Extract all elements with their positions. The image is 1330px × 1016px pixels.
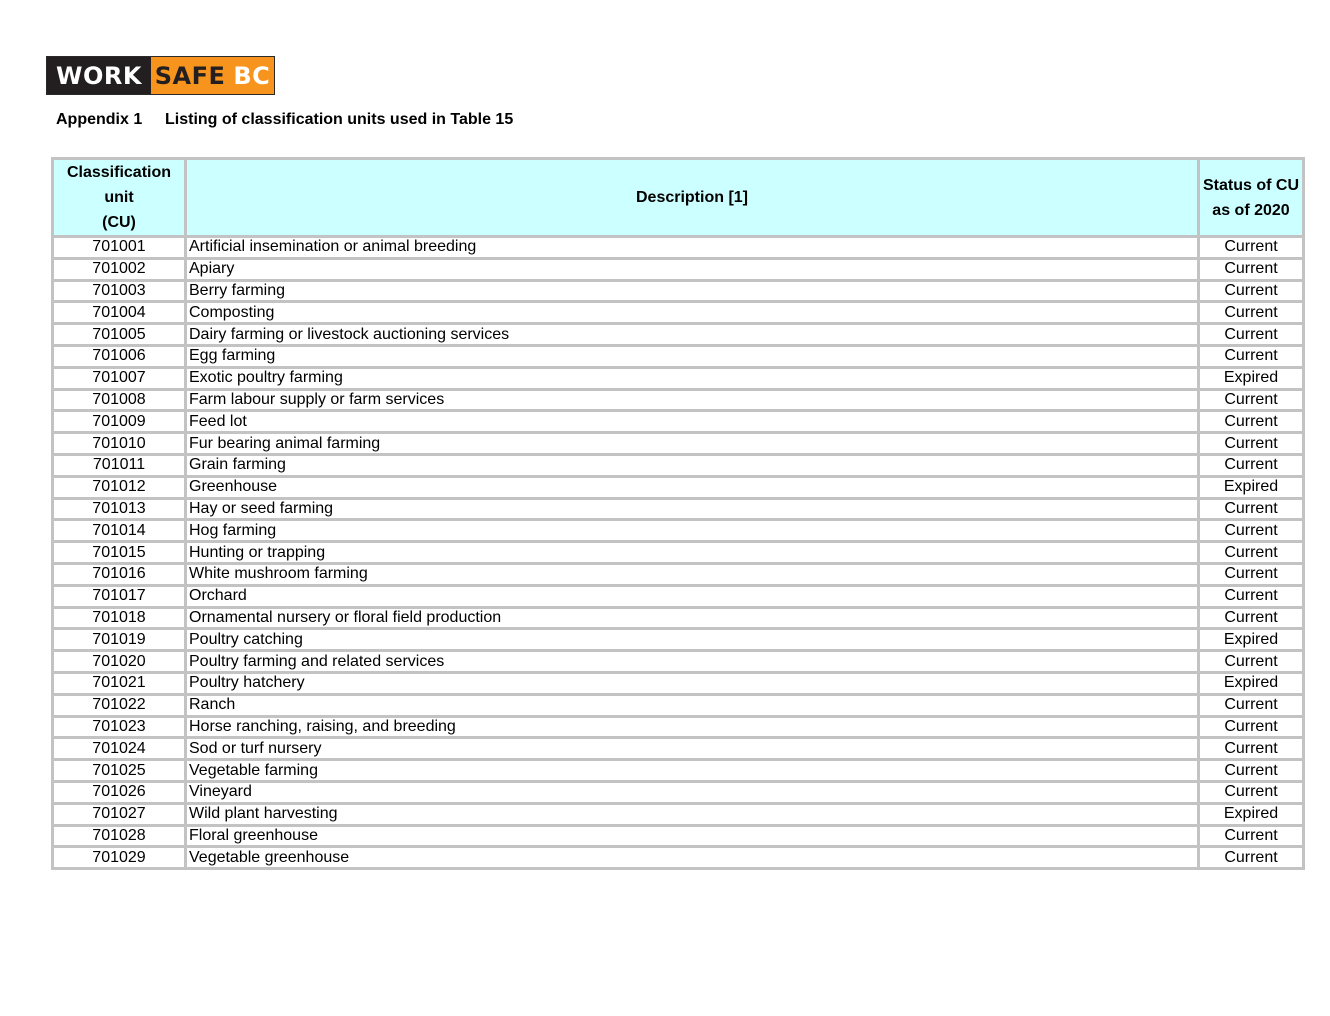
cu-code-cell: 701009	[53, 411, 186, 433]
status-cell: Current	[1199, 520, 1304, 542]
status-cell: Current	[1199, 585, 1304, 607]
table-row	[53, 324, 1304, 346]
description-cell: Exotic poultry farming	[186, 367, 1199, 389]
table-row	[53, 651, 1304, 673]
table-row	[53, 542, 1304, 564]
table-row	[53, 716, 1304, 738]
status-cell: Current	[1199, 389, 1304, 411]
description-cell: Vineyard	[186, 781, 1199, 803]
table-row	[53, 476, 1304, 498]
table-row	[53, 672, 1304, 694]
cu-code-cell: 701017	[53, 585, 186, 607]
cu-code-cell: 701029	[53, 847, 186, 869]
status-cell: Current	[1199, 498, 1304, 520]
table-row	[53, 280, 1304, 302]
table-row	[53, 694, 1304, 716]
cu-code-cell: 701018	[53, 607, 186, 629]
description-cell: Ranch	[186, 694, 1199, 716]
status-cell: Current	[1199, 694, 1304, 716]
header-status-line: Status of CU	[1203, 176, 1299, 194]
description-cell: Hay or seed farming	[186, 498, 1199, 520]
table-body	[53, 237, 1304, 869]
logo-safe-block	[151, 57, 274, 94]
cu-code-cell: 701021	[53, 672, 186, 694]
status-cell: Current	[1199, 280, 1304, 302]
status-cell: Current	[1199, 258, 1304, 280]
appendix-label: Appendix 1	[56, 111, 143, 128]
cu-code-cell: 701020	[53, 651, 186, 673]
status-cell: Expired	[1199, 476, 1304, 498]
status-cell: Current	[1199, 825, 1304, 847]
description-cell: Apiary	[186, 258, 1199, 280]
table-row	[53, 629, 1304, 651]
description-cell: Poultry hatchery	[186, 672, 1199, 694]
status-cell: Expired	[1199, 367, 1304, 389]
table-header-row	[53, 159, 1304, 237]
status-cell: Current	[1199, 651, 1304, 673]
cu-code-cell: 701004	[53, 302, 186, 324]
header-status-line: as of 2020	[1212, 201, 1290, 219]
cu-code-cell: 701005	[53, 324, 186, 346]
cu-code-cell: 701001	[53, 237, 186, 259]
cu-code-cell: 701012	[53, 476, 186, 498]
cu-code-cell: 701011	[53, 454, 186, 476]
status-cell: Current	[1199, 847, 1304, 869]
description-cell: Wild plant harvesting	[186, 803, 1199, 825]
description-cell: Poultry catching	[186, 629, 1199, 651]
status-cell: Current	[1199, 563, 1304, 585]
logo-bc-text: BC	[233, 61, 271, 90]
description-cell: Berry farming	[186, 280, 1199, 302]
classification-units-table	[51, 157, 1305, 870]
status-cell: Current	[1199, 433, 1304, 455]
description-cell: Orchard	[186, 585, 1199, 607]
table-row	[53, 563, 1304, 585]
description-cell: Egg farming	[186, 345, 1199, 367]
table-row	[53, 302, 1304, 324]
status-cell: Current	[1199, 760, 1304, 782]
cu-code-cell: 701014	[53, 520, 186, 542]
description-cell: Hog farming	[186, 520, 1199, 542]
cu-code-cell: 701027	[53, 803, 186, 825]
status-cell: Current	[1199, 345, 1304, 367]
header-classification-unit	[53, 159, 186, 237]
description-cell: Fur bearing animal farming	[186, 433, 1199, 455]
table-row	[53, 345, 1304, 367]
table-row	[53, 433, 1304, 455]
status-cell: Expired	[1199, 672, 1304, 694]
cu-code-cell: 701002	[53, 258, 186, 280]
table-row	[53, 454, 1304, 476]
header-description: Description [1]	[186, 159, 1199, 237]
cu-code-cell: 701022	[53, 694, 186, 716]
header-cu-line: (CU)	[102, 214, 136, 231]
table-row	[53, 498, 1304, 520]
cu-code-cell: 701007	[53, 367, 186, 389]
description-cell: White mushroom farming	[186, 563, 1199, 585]
description-cell: Farm labour supply or farm services	[186, 389, 1199, 411]
description-cell: Vegetable farming	[186, 760, 1199, 782]
table-row	[53, 367, 1304, 389]
status-cell: Current	[1199, 237, 1304, 259]
cu-code-cell: 701025	[53, 760, 186, 782]
description-cell: Artificial insemination or animal breeding	[186, 237, 1199, 259]
status-cell: Current	[1199, 454, 1304, 476]
cu-code-cell: 701013	[53, 498, 186, 520]
table-row	[53, 411, 1304, 433]
appendix-title: Listing of classification units used in Table 15	[165, 111, 514, 128]
description-cell: Dairy farming or livestock auctioning services	[186, 324, 1199, 346]
table-row	[53, 803, 1304, 825]
status-cell: Current	[1199, 411, 1304, 433]
status-cell: Current	[1199, 716, 1304, 738]
table-row	[53, 781, 1304, 803]
description-cell: Floral greenhouse	[186, 825, 1199, 847]
table-row	[53, 585, 1304, 607]
cu-code-cell: 701010	[53, 433, 186, 455]
cu-code-cell: 701023	[53, 716, 186, 738]
description-cell: Horse ranching, raising, and breeding	[186, 716, 1199, 738]
cu-code-cell: 701003	[53, 280, 186, 302]
description-cell: Sod or turf nursery	[186, 738, 1199, 760]
status-cell: Current	[1199, 324, 1304, 346]
logo-work-text: WORK	[47, 57, 151, 94]
status-cell: Current	[1199, 302, 1304, 324]
description-cell: Composting	[186, 302, 1199, 324]
cu-code-cell: 701024	[53, 738, 186, 760]
status-cell: Current	[1199, 781, 1304, 803]
table-row	[53, 760, 1304, 782]
table-row	[53, 237, 1304, 259]
logo-safe-text: SAFE	[154, 61, 226, 90]
table-row	[53, 258, 1304, 280]
worksafebc-logo	[46, 56, 275, 95]
cu-code-cell: 701019	[53, 629, 186, 651]
table-row	[53, 847, 1304, 869]
description-cell: Feed lot	[186, 411, 1199, 433]
description-cell: Greenhouse	[186, 476, 1199, 498]
cu-code-cell: 701028	[53, 825, 186, 847]
status-cell: Current	[1199, 738, 1304, 760]
description-cell: Poultry farming and related services	[186, 651, 1199, 673]
table-row	[53, 825, 1304, 847]
table-row	[53, 389, 1304, 411]
cu-code-cell: 701015	[53, 542, 186, 564]
table-row	[53, 607, 1304, 629]
description-cell: Ornamental nursery or floral field production	[186, 607, 1199, 629]
status-cell: Current	[1199, 607, 1304, 629]
appendix-heading	[56, 111, 513, 129]
cu-code-cell: 701016	[53, 563, 186, 585]
description-cell: Grain farming	[186, 454, 1199, 476]
status-cell: Expired	[1199, 803, 1304, 825]
header-status	[1199, 159, 1304, 237]
description-cell: Vegetable greenhouse	[186, 847, 1199, 869]
cu-code-cell: 701008	[53, 389, 186, 411]
table-row	[53, 738, 1304, 760]
cu-code-cell: 701026	[53, 781, 186, 803]
header-cu-line: Classification	[66, 164, 172, 181]
status-cell: Current	[1199, 542, 1304, 564]
status-cell: Expired	[1199, 629, 1304, 651]
cu-code-cell: 701006	[53, 345, 186, 367]
description-cell: Hunting or trapping	[186, 542, 1199, 564]
table-row	[53, 520, 1304, 542]
header-cu-line: unit	[104, 189, 134, 206]
